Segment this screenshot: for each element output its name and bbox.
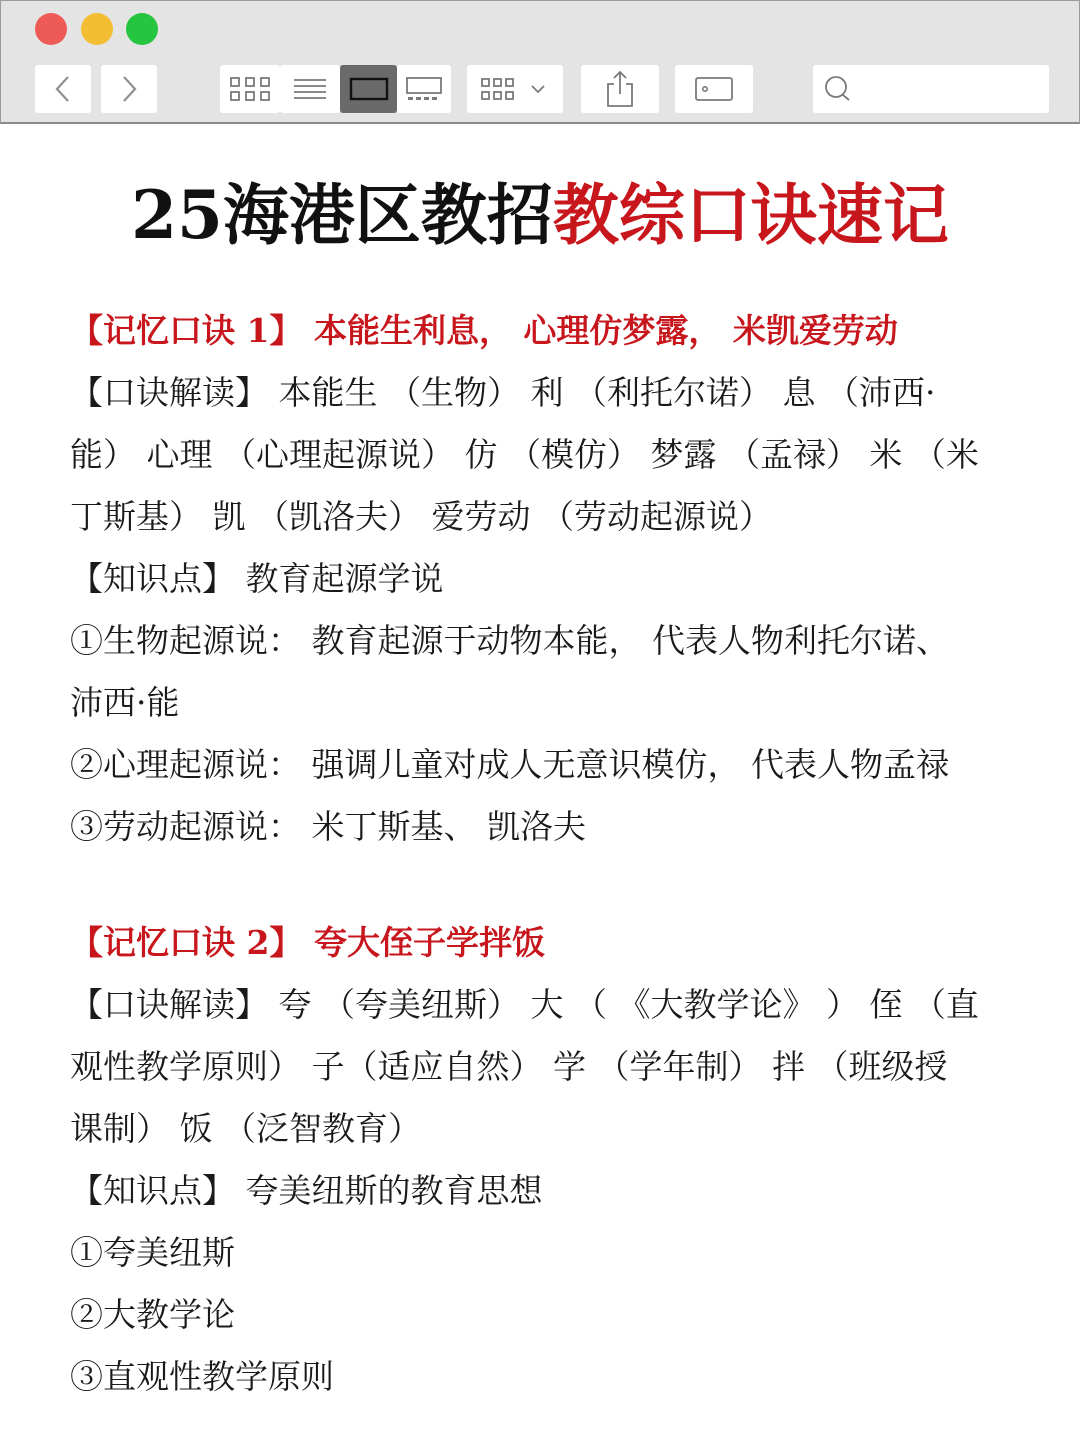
- chevron-right-icon: [119, 74, 139, 104]
- text-line: ②大教学论: [70, 1295, 235, 1334]
- text-line: 观性教学原则） 子（适应自然） 学 （学年制） 拌 （班级授: [70, 1047, 948, 1086]
- list-view-button[interactable]: [280, 65, 340, 113]
- forward-button[interactable]: [101, 65, 157, 113]
- text-line: 【知识点】 夸美纽斯的教育思想: [70, 1171, 543, 1210]
- text-line: ①生物起源说： 教育起源于动物本能， 代表人物利托尔诺、: [70, 621, 949, 660]
- section-spacer: [70, 858, 1020, 912]
- page-title-part1: 25海港区教招: [131, 176, 553, 254]
- text-line: 能） 心理 （心理起源说） 仿 （模仿） 梦露 （孟禄） 米 （米: [70, 435, 979, 474]
- gallery-view-icon: [405, 76, 443, 102]
- search-field[interactable]: [813, 65, 1049, 113]
- column-view-button[interactable]: [340, 65, 397, 113]
- text-line: ③劳动起源说： 米丁斯基、 凯洛夫: [70, 807, 586, 846]
- list-view-icon: [293, 77, 327, 101]
- note-content: [70, 300, 1020, 1408]
- text-line: 丁斯基） 凯 （凯洛夫） 爱劳动 （劳动起源说）: [70, 497, 772, 536]
- chevron-left-icon: [53, 74, 73, 104]
- text-line: 沛西·能: [70, 683, 180, 722]
- zoom-window-button[interactable]: [126, 13, 158, 45]
- tag-icon: [694, 76, 734, 102]
- text-line: 【口诀解读】 夸 （夸美纽斯） 大 （ 《大教学论》 ） 侄 （直: [70, 985, 979, 1024]
- text-line: ③直观性教学原则: [70, 1357, 334, 1396]
- text-line: 课制） 饭 （泛智教育）: [70, 1109, 421, 1148]
- window-toolbar: [0, 0, 1080, 124]
- text-line: 【知识点】 教育起源学说: [70, 559, 444, 598]
- share-button[interactable]: [581, 65, 659, 113]
- page-title-part2: 教综口诀速记: [552, 176, 949, 254]
- close-window-button[interactable]: [35, 13, 67, 45]
- minimize-window-button[interactable]: [81, 13, 113, 45]
- back-button[interactable]: [35, 65, 91, 113]
- grid-view-button[interactable]: [220, 65, 280, 113]
- search-icon: [823, 74, 853, 104]
- group-by-icon: [480, 76, 550, 102]
- section-heading: 【记忆口诀 1】 本能生利息， 心理仿梦露， 米凯爱劳动: [70, 311, 898, 350]
- share-icon: [605, 70, 635, 108]
- gallery-view-button[interactable]: [397, 65, 451, 113]
- grid-view-icon: [229, 76, 271, 102]
- group-by-button[interactable]: [467, 65, 563, 113]
- page-title: [0, 175, 1080, 255]
- section-heading: 【记忆口诀 2】 夸大侄子学拌饭: [70, 923, 545, 962]
- text-line: 【口诀解读】 本能生 （生物） 利 （利托尔诺） 息 （沛西·: [70, 373, 936, 412]
- text-line: ①夸美纽斯: [70, 1233, 235, 1272]
- text-line: ②心理起源说： 强调儿童对成人无意识模仿， 代表人物孟禄: [70, 745, 949, 784]
- tag-button[interactable]: [675, 65, 753, 113]
- column-view-icon: [349, 77, 389, 101]
